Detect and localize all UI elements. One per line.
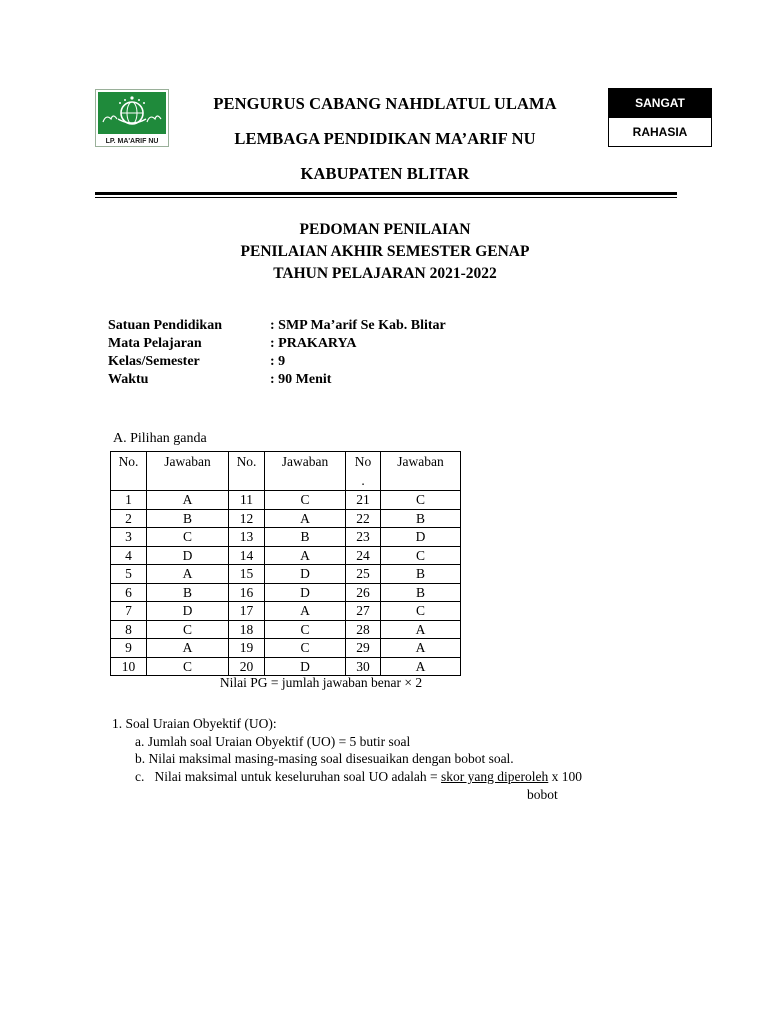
cell-jawaban-1: C (147, 528, 229, 547)
cell-jawaban-3: A (381, 657, 461, 676)
cell-jawaban-3: C (381, 491, 461, 510)
cell-no-3: 24 (346, 546, 381, 565)
uraian-item-c (135, 769, 582, 785)
cell-no-2: 14 (229, 546, 265, 565)
cell-jawaban-1: C (147, 657, 229, 676)
cell-no-2: 20 (229, 657, 265, 676)
table-row (111, 639, 461, 658)
cell-no-3: 27 (346, 602, 381, 621)
table-row (111, 546, 461, 565)
table-row (111, 565, 461, 584)
table-header-row (111, 452, 461, 491)
cell-jawaban-1: B (147, 583, 229, 602)
cell-jawaban-3: B (381, 509, 461, 528)
table-row (111, 509, 461, 528)
cell-jawaban-1: D (147, 602, 229, 621)
col-header-no-2: No. (229, 452, 265, 491)
header-divider-thin (95, 197, 677, 198)
cell-no-3: 26 (346, 583, 381, 602)
cell-jawaban-3: D (381, 528, 461, 547)
col-header-jawaban-3: Jawaban (381, 452, 461, 491)
cell-no-3: 25 (346, 565, 381, 584)
cell-no-1: 9 (111, 639, 147, 658)
info-value-waktu: : 90 Menit (270, 372, 332, 387)
cell-no-3: 28 (346, 620, 381, 639)
answer-key-table (110, 451, 461, 676)
cell-no-2: 17 (229, 602, 265, 621)
uraian-item-a: a. Jumlah soal Uraian Obyektif (UO) = 5 butir soal (135, 734, 411, 749)
cell-no-3: 29 (346, 639, 381, 658)
cell-jawaban-2: C (265, 620, 346, 639)
cell-jawaban-3: B (381, 565, 461, 584)
cell-jawaban-2: D (265, 657, 346, 676)
cell-no-1: 3 (111, 528, 147, 547)
info-label-waktu: Waktu (108, 372, 149, 387)
table-row (111, 602, 461, 621)
cell-jawaban-2: C (265, 639, 346, 658)
col-header-no-1: No. (111, 452, 147, 491)
doc-title-line3: TAHUN PELAJARAN 2021-2022 (273, 265, 497, 282)
cell-jawaban-2: A (265, 509, 346, 528)
cell-jawaban-2: B (265, 528, 346, 547)
cell-jawaban-1: B (147, 509, 229, 528)
org-name-line1: PENGURUS CABANG NAHDLATUL ULAMA (213, 94, 557, 113)
info-value-kelas: : 9 (270, 354, 286, 369)
cell-no-1: 6 (111, 583, 147, 602)
nu-globe-icon (98, 92, 166, 134)
cell-no-2: 18 (229, 620, 265, 639)
cell-jawaban-3: A (381, 639, 461, 658)
cell-no-2: 15 (229, 565, 265, 584)
info-value-mapel: : PRAKARYA (270, 336, 357, 351)
cell-no-2: 11 (229, 491, 265, 510)
cell-no-1: 5 (111, 565, 147, 584)
cell-no-1: 7 (111, 602, 147, 621)
cell-jawaban-3: C (381, 602, 461, 621)
header-divider-thick (95, 192, 677, 195)
doc-title-line2: PENILAIAN AKHIR SEMESTER GENAP (240, 243, 530, 260)
col-header-jawaban-1: Jawaban (147, 452, 229, 491)
cell-jawaban-2: A (265, 602, 346, 621)
table-row (111, 657, 461, 676)
cell-no-3: 22 (346, 509, 381, 528)
section-a-heading: A. Pilihan ganda (113, 431, 207, 446)
confidential-badge-bottom: RAHASIA (608, 117, 712, 147)
confidential-badge-top: SANGAT (608, 88, 712, 117)
cell-no-2: 12 (229, 509, 265, 528)
cell-jawaban-1: A (147, 639, 229, 658)
info-label-kelas: Kelas/Semester (108, 354, 200, 369)
cell-jawaban-3: C (381, 546, 461, 565)
cell-no-3: 21 (346, 491, 381, 510)
cell-jawaban-1: C (147, 620, 229, 639)
cell-no-3: 30 (346, 657, 381, 676)
org-name-line2: LEMBAGA PENDIDIKAN MA’ARIF NU (234, 129, 536, 148)
cell-no-2: 13 (229, 528, 265, 547)
cell-no-1: 4 (111, 546, 147, 565)
col-header-jawaban-2: Jawaban (265, 452, 346, 491)
uraian-formula-numerator: skor yang diperoleh (441, 769, 549, 784)
cell-jawaban-3: B (381, 583, 461, 602)
logo-emblem (98, 92, 166, 134)
lp-maarif-nu-logo (95, 89, 169, 147)
table-row (111, 491, 461, 510)
cell-jawaban-1: A (147, 565, 229, 584)
uraian-item-c-prefix: c. Nilai maksimal untuk keseluruhan soal UO adalah = (135, 769, 442, 784)
doc-title-line1: PEDOMAN PENILAIAN (299, 221, 471, 238)
answer-key-body (111, 491, 461, 676)
logo-caption: LP. MA'ARIF NU (105, 138, 159, 145)
cell-no-1: 2 (111, 509, 147, 528)
uraian-formula-denominator: bobot (527, 787, 558, 802)
cell-jawaban-3: A (381, 620, 461, 639)
cell-no-3: 23 (346, 528, 381, 547)
cell-jawaban-2: A (265, 546, 346, 565)
table-row (111, 528, 461, 547)
cell-jawaban-2: D (265, 583, 346, 602)
table-row (111, 620, 461, 639)
cell-no-1: 1 (111, 491, 147, 510)
org-name-line3: KABUPATEN BLITAR (300, 164, 470, 183)
info-label-satuan: Satuan Pendidikan (108, 318, 222, 333)
uraian-formula-suffix: x 100 (548, 769, 583, 784)
cell-no-1: 10 (111, 657, 147, 676)
nilai-pg-formula: Nilai PG = jumlah jawaban benar × 2 (219, 675, 423, 690)
cell-no-2: 19 (229, 639, 265, 658)
info-label-mapel: Mata Pelajaran (108, 336, 202, 351)
info-value-satuan: : SMP Ma’arif Se Kab. Blitar (270, 318, 446, 333)
cell-jawaban-1: A (147, 491, 229, 510)
uraian-item-b: b. Nilai maksimal masing-masing soal disesuaikan dengan bobot soal. (135, 751, 514, 766)
uraian-heading: 1. Soal Uraian Obyektif (UO): (112, 716, 277, 731)
col-header-no-3: No . (346, 452, 381, 491)
cell-jawaban-2: C (265, 491, 346, 510)
cell-no-1: 8 (111, 620, 147, 639)
table-row (111, 583, 461, 602)
cell-no-2: 16 (229, 583, 265, 602)
cell-jawaban-1: D (147, 546, 229, 565)
cell-jawaban-2: D (265, 565, 346, 584)
